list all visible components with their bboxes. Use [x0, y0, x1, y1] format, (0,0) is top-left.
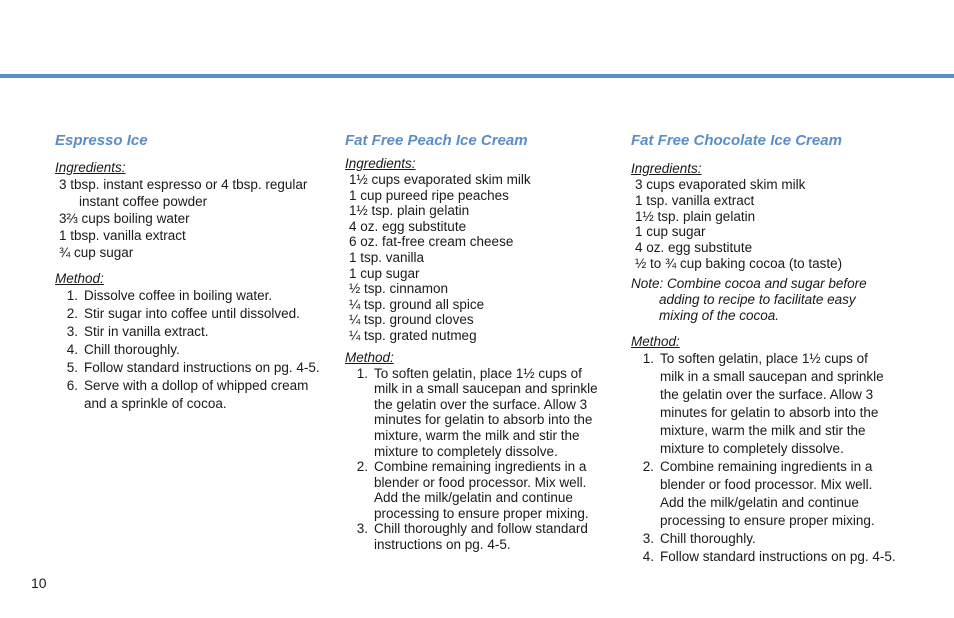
method-step: 2. Combine remaining ingredients in a blender or food processor. Mix well. Add the milk/gelatin and continue processing to ensure proper mixing.	[642, 458, 875, 528]
header-rule	[0, 74, 954, 78]
ingredient-item: ¼ tsp. ground all spice	[349, 296, 485, 312]
ingredients-label: Ingredients:	[55, 160, 126, 175]
ingredient-item: 3 tbsp. instant espresso or 4 tbsp. regular	[59, 177, 308, 192]
method-step: 1. To soften gelatin, place 1½ cups of milk in a small saucepan and sprinkle the gelatin over the surface. Allow 3 minutes for gelatin to absorb into the mixture, warm the milk and stir the mixture to completely dissolve.	[642, 350, 884, 456]
ingredient-item: 3⅔ cups boiling water	[59, 211, 190, 226]
method-step: 3. Chill thoroughly and follow standard instructions on pg. 4-5.	[356, 521, 588, 553]
ingredient-item: ¾ cup sugar	[59, 245, 134, 260]
method-step: 1. To soften gelatin, place 1½ cups of milk in a small saucepan and sprinkle the gelatin over the surface. Allow 3 minutes for gelatin to absorb into the mixture, warm the milk and stir the mixture to completely dissolve.	[356, 365, 598, 459]
recipe-title: Fat Free Peach Ice Cream	[345, 132, 528, 149]
method-steps	[631, 350, 931, 566]
method-step: 2. Stir sugar into coffee until dissolved.	[66, 306, 300, 321]
method-steps	[55, 287, 325, 413]
ingredient-item: 1 cup sugar	[635, 224, 706, 240]
ingredients-label: Ingredients:	[345, 156, 416, 171]
page-number: 10	[31, 575, 47, 591]
method-step: 4. Chill thoroughly.	[66, 342, 180, 357]
recipe-title: Fat Free Chocolate Ice Cream	[631, 132, 842, 149]
method-label: Method:	[631, 333, 680, 349]
ingredients-list	[55, 176, 325, 261]
ingredients-list	[631, 177, 931, 272]
ingredient-item: 1 tsp. vanilla extract	[635, 192, 755, 208]
method-step: 6. Serve with a dollop of whipped cream and a sprinkle of cocoa.	[66, 378, 309, 411]
ingredient-item: 1½ tsp. plain gelatin	[635, 208, 756, 224]
ingredient-item: 1 cup sugar	[349, 265, 420, 281]
ingredient-item: 1 cup pureed ripe peaches	[349, 187, 509, 203]
method-label: Method:	[55, 271, 104, 286]
ingredient-item: 4 oz. egg substitute	[349, 218, 467, 234]
ingredient-item: 4 oz. egg substitute	[635, 240, 753, 256]
ingredient-item: 1½ cups evaporated skim milk	[349, 172, 531, 187]
ingredient-item-continued: instant coffee powder	[79, 194, 208, 209]
method-step: 2. Combine remaining ingredients in a blender or food processor. Mix well. Add the milk/gelatin and continue processing to ensure proper mixing.	[356, 459, 589, 521]
ingredient-item: 6 oz. fat-free cream cheese	[349, 234, 514, 250]
method-label: Method:	[345, 349, 394, 365]
ingredient-item: 3 cups evaporated skim milk	[635, 177, 806, 192]
ingredient-item: ½ to ¾ cup baking cocoa (to taste)	[635, 255, 843, 271]
method-step: 4. Follow standard instructions on pg. 4-5.	[642, 548, 896, 564]
ingredient-item: ¼ tsp. ground cloves	[349, 312, 474, 328]
ingredient-item: ¼ tsp. grated nutmeg	[349, 327, 477, 343]
recipe-espresso-ice	[55, 132, 325, 413]
ingredient-item: 1 tbsp. vanilla extract	[59, 228, 186, 243]
ingredient-item: 1 tsp. vanilla	[349, 249, 425, 265]
ingredients-list	[345, 172, 610, 344]
recipe-title: Espresso Ice	[55, 132, 148, 149]
method-step: 1. Dissolve coffee in boiling water.	[66, 288, 273, 303]
method-steps	[345, 366, 610, 553]
method-step: 3. Stir in vanilla extract.	[66, 324, 209, 339]
method-step: 5. Follow standard instructions on pg. 4-5.	[66, 360, 320, 375]
ingredients-label: Ingredients:	[631, 161, 702, 176]
recipe-chocolate-ice-cream	[631, 132, 931, 566]
ingredient-item: 1½ tsp. plain gelatin	[349, 203, 470, 219]
recipe-note: Note: Combine cocoa and sugar before adding to recipe to facilitate easy mixing of the cocoa.	[631, 275, 867, 323]
recipe-peach-ice-cream	[345, 132, 610, 553]
ingredient-item: ½ tsp. cinnamon	[349, 281, 449, 297]
method-step: 3. Chill thoroughly.	[642, 530, 756, 546]
